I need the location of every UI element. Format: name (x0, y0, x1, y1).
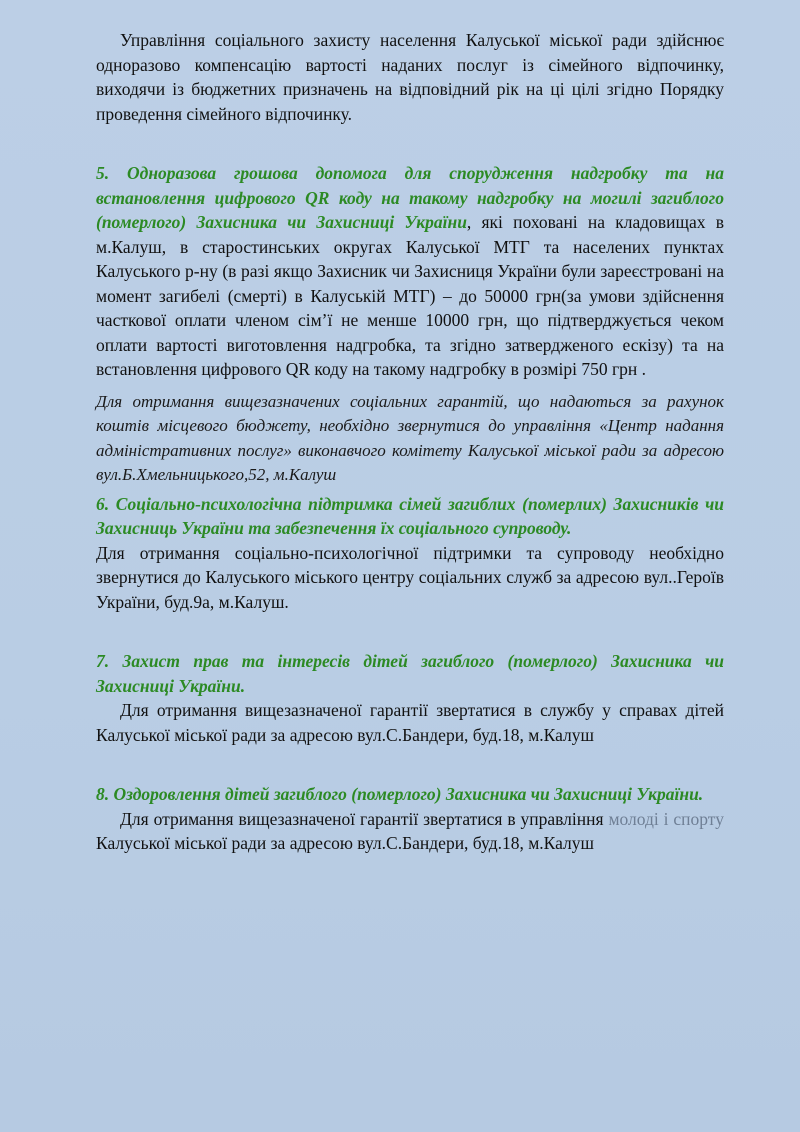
section-6-body: Для отримання соціально-психологічної підтримки та супроводу необхідно звернутися до Калуського міського центру соціальних служб за адресою вул..Героїв України, буд.9а, м.Калуш. (96, 542, 724, 612)
section-6-heading: 6. Соціально-психологічна підтримка сімей загиблих (померлих) Захисників чи Захисниць України та забезпечення їх соціального супроводу. (96, 493, 724, 538)
intro-paragraph: Управління соціального захисту населення Калуської міської ради здійснює одноразово компенсацію вартості наданих послуг із сімейного відпочинку, виходячи із бюджетних призначень на відповідний рік на ці цілі згідно Порядку проведення сімейного відпочинку. (96, 30, 724, 124)
section-8-body-end: Калуської міської ради за адресою вул.С.Бандери, буд.18, м.Калуш (96, 833, 594, 853)
section-5-notice: Для отримання вищезазначених соціальних гарантій, що надаються за рахунок коштів місцевого бюджету, необхідно звернутися до управління «Центр надання адміністративних послуг» виконавчого комітету Калуської міської ради за адресою вул.Б.Хмельницького,52, м.Калуш (96, 391, 724, 484)
section-5-body: , які поховані на кладовищах в м.Калуш, в старостинських округах Калуської МТГ та населених пунктах Калуського р-ну (в разі якщо Захисник чи Захисниця України були зареєстровані на момент загибелі (смерті) в Калуській МТГ) – до 50000 грн(за умови здійснення часткової оплати членом сім’ї не менше 10000 грн, що підтверджується чеком оплати вартості виготовлення надгробка, та згідно затвердженого ескізу) та на встановлення цифрового QR коду на такому надгробку в розмірі 750 грн . (96, 212, 724, 379)
section-7-body: Для отримання вищезазначеної гарантії звертатися в службу у справах дітей Калуської міської ради за адресою вул.С.Бандери, буд.18, м.Калуш (96, 700, 724, 745)
section-8-body (96, 807, 724, 856)
section-8-body-highlight: молоді і спорту (608, 808, 724, 829)
section-7-heading: 7. Захист прав та інтересів дітей загиблого (померлого) Захисника чи Захисниці України. (96, 651, 724, 696)
section-8-heading: 8. Оздоровлення дітей загиблого (померлого) Захисника чи Захисниці України. (96, 784, 704, 804)
section-8-body-start: Для отримання вищезазначеної гарантії звертатися в управління (120, 808, 609, 829)
section-5-paragraph (96, 161, 724, 382)
section-5-heading: 5. Одноразова грошова допомога для спорудження надгробку та на встановлення цифрового QR коду на такому надгробку на могилі загиблого (померлого) Захисника чи Захисниці України (96, 163, 724, 232)
